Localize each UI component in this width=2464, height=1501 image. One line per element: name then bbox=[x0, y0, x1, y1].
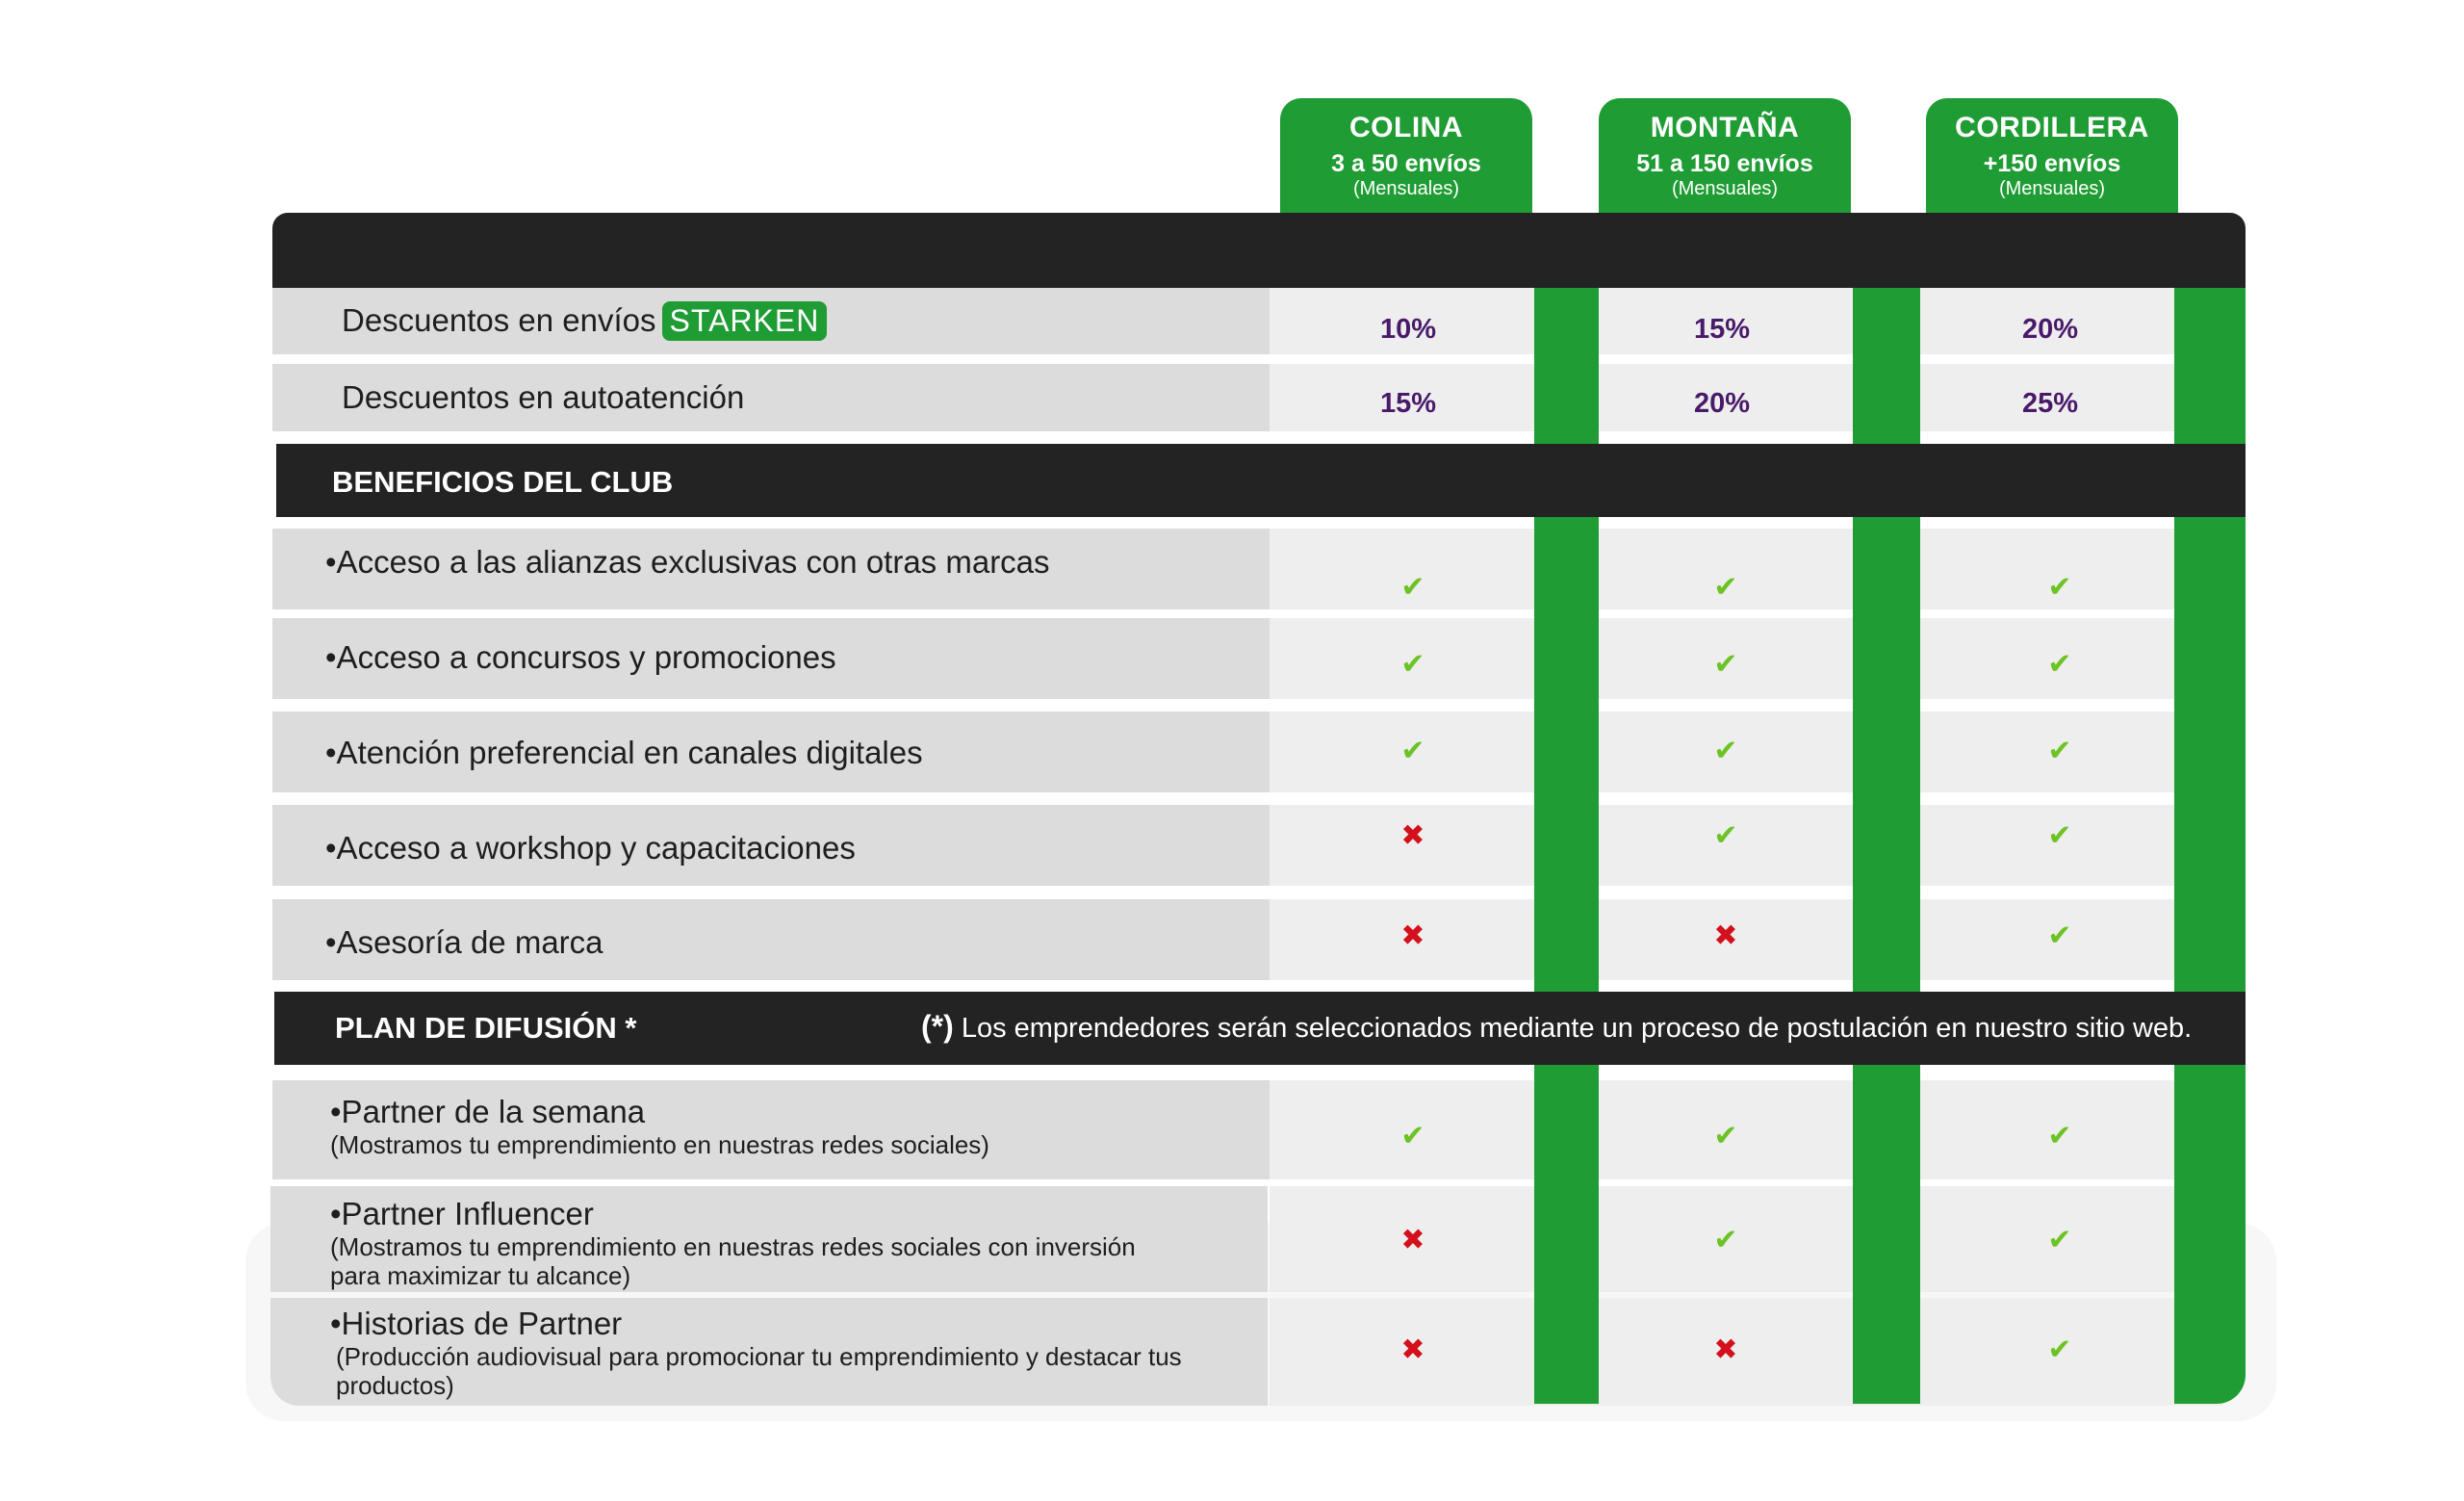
cross-icon: ✖ bbox=[1400, 1333, 1425, 1366]
row-sublabel: (Mostramos tu emprendimiento en nuestras redes sociales) bbox=[330, 1130, 989, 1159]
row-label: •Acceso a workshop y capacitaciones bbox=[325, 830, 856, 866]
club-header-bar bbox=[276, 444, 2246, 517]
check-icon: ✔ bbox=[2047, 1224, 2072, 1256]
plan-tab-colina bbox=[1280, 98, 1532, 214]
diffusion-row bbox=[272, 1080, 1270, 1179]
green-band bbox=[1534, 517, 1599, 992]
green-band bbox=[2174, 517, 2246, 992]
check-icon: ✔ bbox=[1713, 819, 1738, 852]
diffusion-header-bar bbox=[274, 992, 2246, 1065]
check-icon: ✔ bbox=[1713, 735, 1738, 767]
plan-name: CORDILLERA bbox=[1955, 112, 2149, 143]
green-band bbox=[1534, 1065, 1599, 1404]
diffusion-row bbox=[270, 1298, 1268, 1406]
club-row bbox=[272, 712, 1270, 792]
check-icon: ✔ bbox=[1713, 1224, 1738, 1256]
green-band bbox=[1534, 288, 1599, 444]
club-row bbox=[272, 618, 1270, 699]
row-label: •Atención preferencial en canales digitales bbox=[325, 735, 923, 770]
row-label: •Acceso a las alianzas exclusivas con otras marcas bbox=[325, 544, 1050, 580]
check-icon: ✔ bbox=[2047, 1120, 2072, 1152]
row-sublabel: (Producción audiovisual para promocionar tu emprendimiento y destacar tus productos) bbox=[336, 1342, 1182, 1400]
row-sublabel: (Mostramos tu emprendimiento en nuestras redes sociales con inversión para maximizar tu alcance) bbox=[330, 1232, 1136, 1290]
row-label: •Partner de la semana bbox=[330, 1094, 646, 1129]
check-icon: ✔ bbox=[2047, 571, 2072, 604]
green-band bbox=[1853, 288, 1920, 444]
percent-value: 15% bbox=[1379, 388, 1437, 419]
check-icon: ✔ bbox=[2047, 919, 2072, 952]
check-icon: ✔ bbox=[1713, 648, 1738, 681]
check-icon: ✔ bbox=[1713, 1120, 1738, 1152]
percent-value: 20% bbox=[2021, 314, 2079, 345]
check-icon: ✔ bbox=[2047, 1333, 2072, 1366]
plan-name: COLINA bbox=[1349, 112, 1463, 143]
cross-icon: ✖ bbox=[1400, 919, 1425, 952]
percent-value: 15% bbox=[1693, 314, 1751, 345]
row-label: •Historias de Partner bbox=[330, 1306, 623, 1341]
plan-name: MONTAÑA bbox=[1650, 112, 1800, 143]
plan-tab-cordillera bbox=[1926, 98, 2178, 214]
check-icon: ✔ bbox=[1400, 648, 1425, 681]
check-icon: ✔ bbox=[1400, 1120, 1425, 1152]
percent-value: 10% bbox=[1379, 314, 1437, 345]
percent-value: 20% bbox=[1693, 388, 1751, 419]
discount-row-selfservice bbox=[272, 364, 1270, 431]
check-icon: ✔ bbox=[2047, 648, 2072, 681]
check-icon: ✔ bbox=[1400, 571, 1425, 604]
diffusion-header: PLAN DE DIFUSIÓN * bbox=[335, 1011, 637, 1045]
club-header: BENEFICIOS DEL CLUB bbox=[332, 465, 674, 499]
cross-icon: ✖ bbox=[1713, 919, 1738, 952]
plan-range: 3 a 50 envíos bbox=[1331, 150, 1481, 177]
check-icon: ✔ bbox=[1400, 735, 1425, 767]
plan-tab-montana bbox=[1599, 98, 1851, 214]
percent-value: 25% bbox=[2021, 388, 2079, 419]
club-row bbox=[272, 529, 1270, 609]
green-band bbox=[1853, 517, 1920, 992]
row-label: Descuentos en autoatención bbox=[342, 379, 745, 415]
green-band bbox=[2174, 288, 2246, 444]
row-label: •Partner Influencer bbox=[330, 1196, 594, 1231]
check-icon: ✔ bbox=[2047, 735, 2072, 767]
cross-icon: ✖ bbox=[1400, 1224, 1425, 1256]
plan-range: 51 a 150 envíos bbox=[1636, 150, 1813, 177]
plan-period: (Mensuales) bbox=[1998, 178, 2106, 199]
diffusion-note: Los emprendedores serán seleccionados mediante un proceso de postulación en nuestro sitio web. bbox=[961, 1013, 2193, 1044]
row-label: •Acceso a concursos y promociones bbox=[325, 639, 836, 675]
green-band bbox=[2174, 1065, 2246, 1404]
discount-row-shipping bbox=[272, 288, 1270, 354]
note-asterisk: (*) bbox=[921, 1009, 954, 1044]
diffusion-row bbox=[270, 1186, 1268, 1292]
row-label: •Asesoría de marca bbox=[325, 924, 603, 960]
starken-badge: STARKEN bbox=[662, 301, 828, 341]
club-row bbox=[272, 899, 1270, 980]
plan-period: (Mensuales) bbox=[1671, 178, 1779, 199]
cross-icon: ✖ bbox=[1713, 1333, 1738, 1366]
green-band bbox=[1853, 1065, 1920, 1404]
check-icon: ✔ bbox=[1713, 571, 1738, 604]
table-top-bar bbox=[272, 213, 2246, 288]
row-label: Descuentos en envíos bbox=[342, 302, 656, 338]
check-icon: ✔ bbox=[2047, 819, 2072, 852]
plan-range: +150 envíos bbox=[1983, 150, 2121, 177]
plan-period: (Mensuales) bbox=[1352, 178, 1460, 199]
club-row bbox=[272, 805, 1270, 886]
cross-icon: ✖ bbox=[1400, 819, 1425, 852]
